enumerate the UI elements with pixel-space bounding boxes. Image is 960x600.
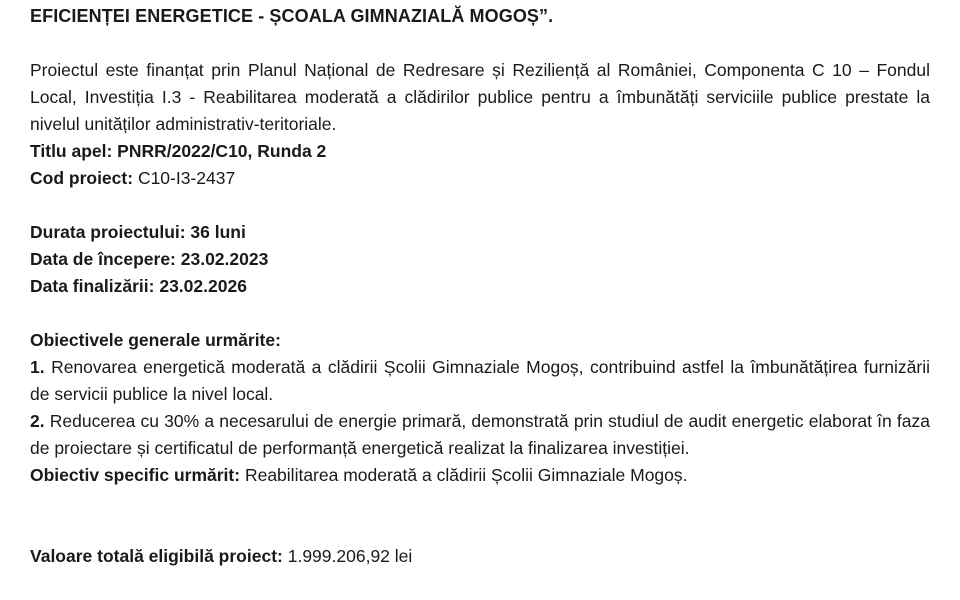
specific-objective	[30, 462, 930, 489]
objective-text: Reducerea cu 30% a necesarului de energie primară, demonstrată prin studiul de audit energetic elaborat în faza de proiectare și certificatul de performanță energetică realizat la finalizarea investiției.	[30, 411, 930, 458]
total-value-amount: 1.999.206,92 lei	[287, 546, 413, 566]
call-title: Titlu apel: PNRR/2022/C10, Runda 2	[30, 141, 327, 161]
objective-text: Renovarea energetică moderată a clădirii Școlii Gimnaziale Mogoș, contribuind astfel la îmbunătățirea furnizării de servicii publice la nivel local.	[30, 357, 930, 404]
project-duration: Durata proiectului: 36 luni	[30, 222, 246, 242]
objectives-block	[30, 327, 930, 489]
end-date: Data finalizării: 23.02.2026	[30, 276, 247, 296]
objective-number: 2.	[30, 411, 45, 431]
objective-item-1	[30, 354, 930, 408]
specific-objective-label: Obiectiv specific urmărit:	[30, 465, 241, 485]
objective-number: 1.	[30, 357, 45, 377]
project-info-block	[30, 57, 930, 192]
project-code-value: C10-I3-2437	[137, 168, 236, 188]
project-dates-block	[30, 219, 930, 300]
total-eligible-value	[30, 543, 930, 570]
total-value-label: Valoare totală eligibilă proiect:	[30, 546, 283, 566]
start-date: Data de începere: 23.02.2023	[30, 249, 269, 269]
funding-paragraph: Proiectul este finanțat prin Planul Național de Redresare și Reziliență al României, Componenta C 10 – Fondul Local, Investiția I.3 - Reabilitarea moderată a clădirilor publice pentru a îmbunătăți serviciile publice prestate la nivelul unităților administrativ-teritoriale.	[30, 60, 930, 134]
project-title-heading: EFICIENȚEI ENERGETICE - ȘCOALA GIMNAZIALĂ MOGOȘ”.	[30, 6, 554, 26]
project-code-label: Cod proiect:	[30, 168, 134, 188]
project-code	[30, 165, 930, 192]
objective-item-2	[30, 408, 930, 462]
specific-objective-value: Reabilitarea moderată a clădirii Școlii Gimnaziale Mogoș.	[244, 465, 688, 485]
value-block	[30, 543, 930, 570]
objectives-title: Obiectivele generale urmărite:	[30, 330, 281, 350]
